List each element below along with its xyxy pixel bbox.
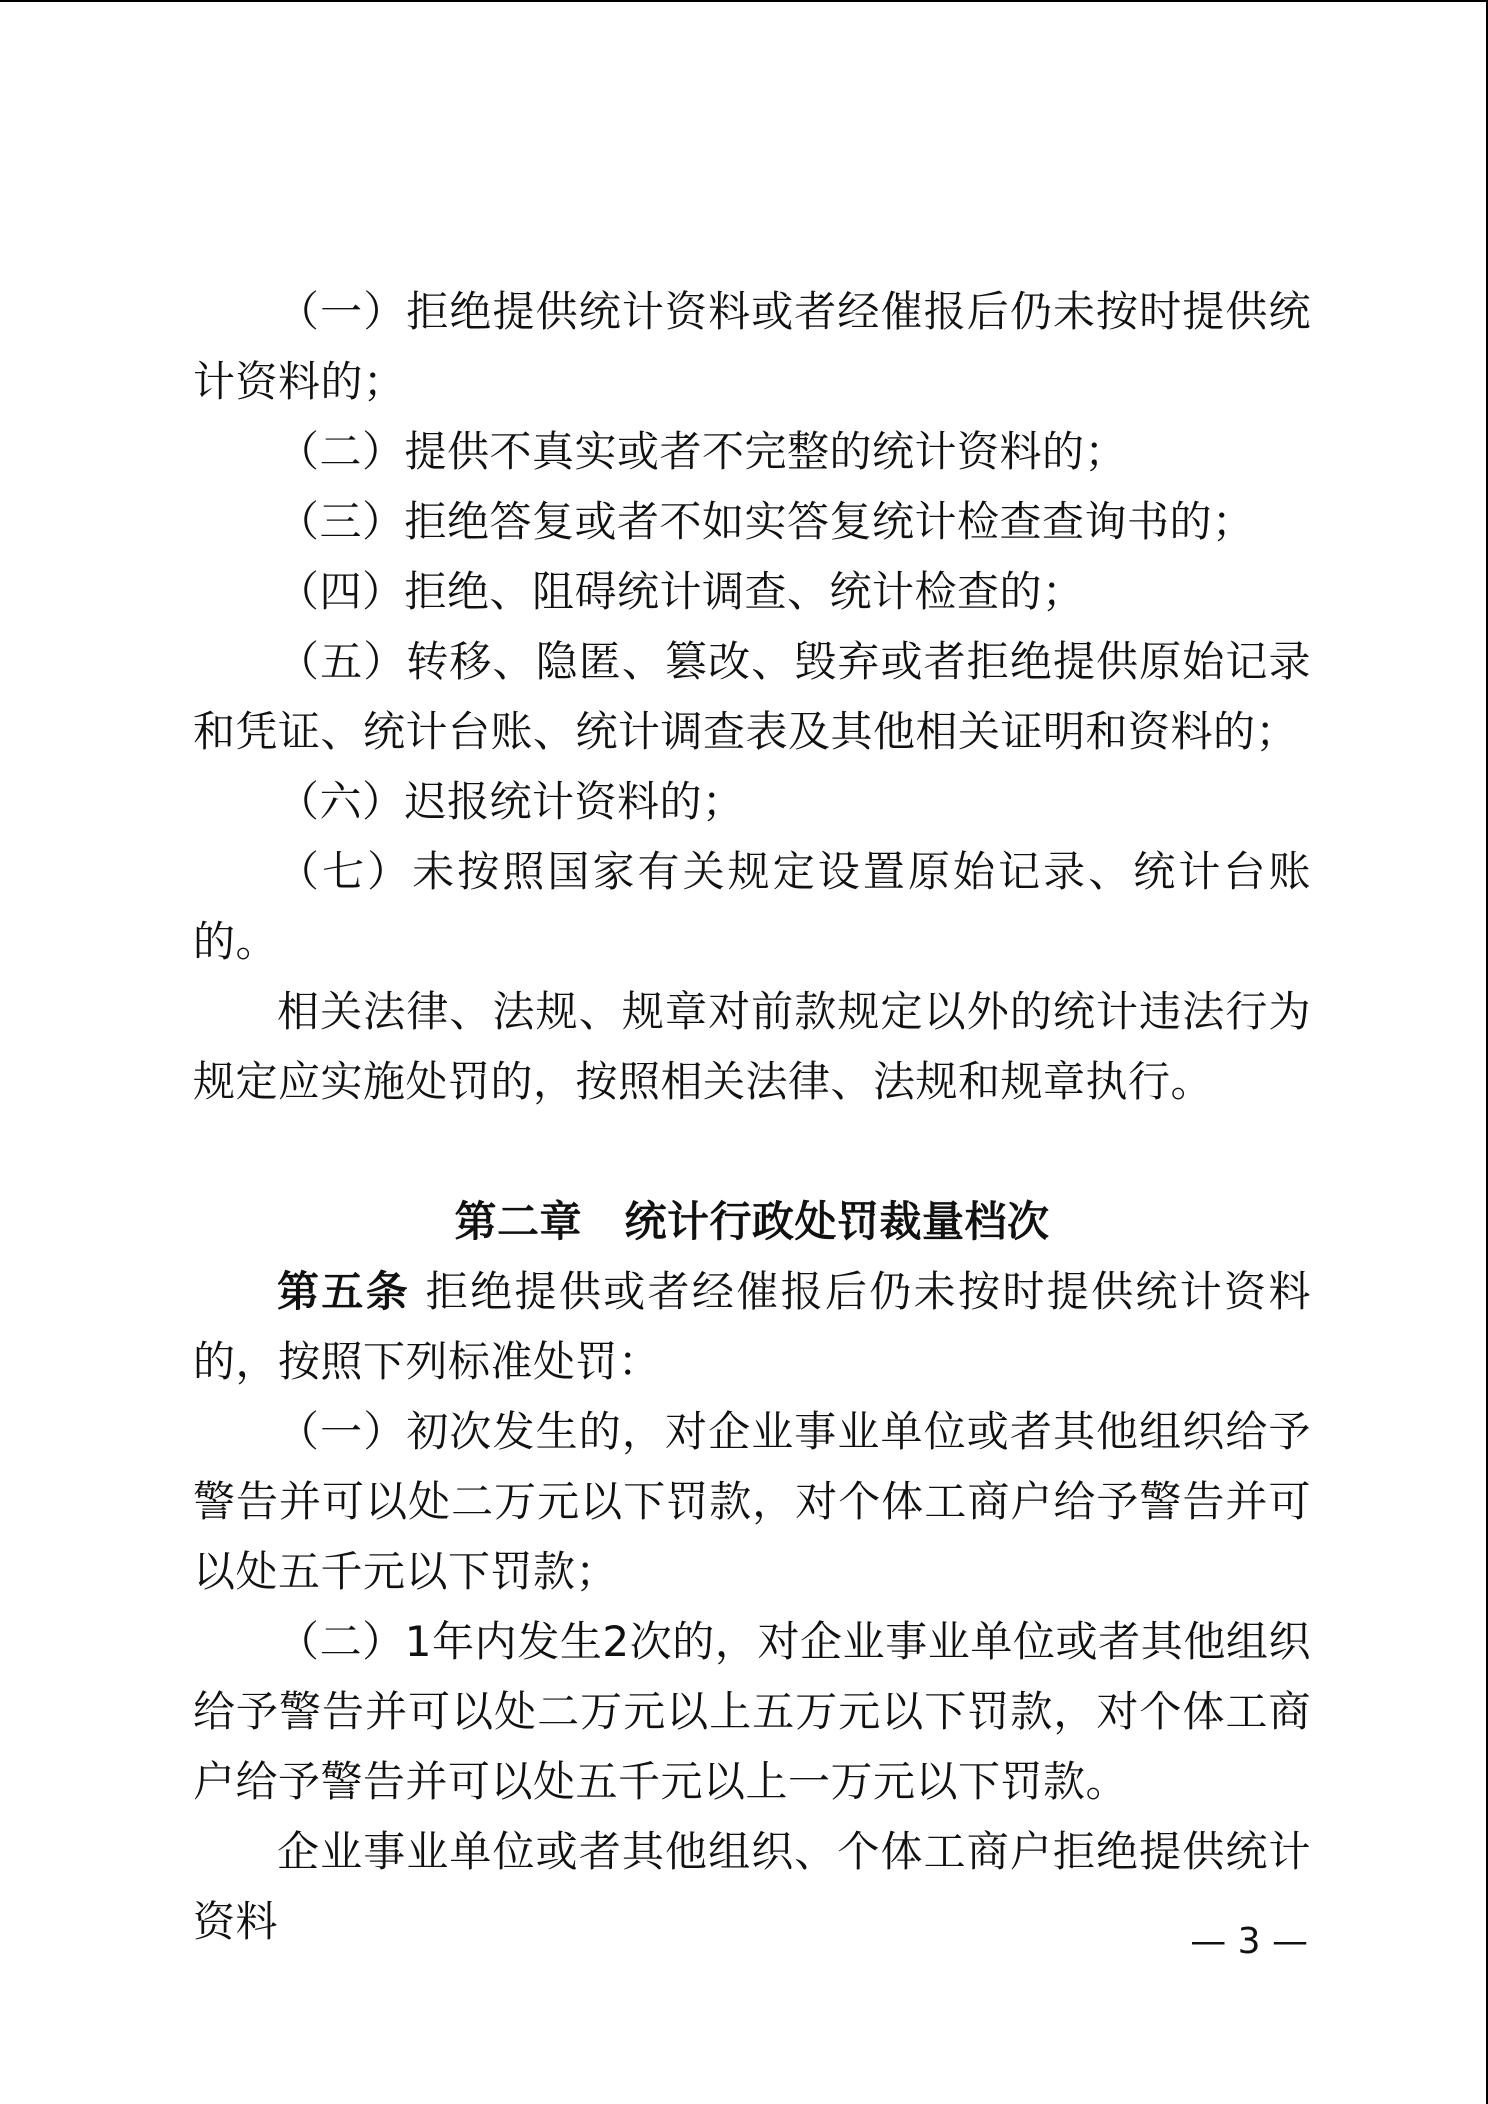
paragraph-item-3: （三）拒绝答复或者不如实答复统计检查查询书的； <box>277 497 1255 546</box>
paragraph-item-4: （四）拒绝、阻碍统计调查、统计检查的； <box>277 567 1085 616</box>
article-five-continuation: 企业事业单位或者其他组织、个体工商户拒绝提供统计资料 <box>193 1827 1311 1946</box>
article-five <box>193 1257 1311 1397</box>
page-number: — 3 — <box>1190 1921 1308 1962</box>
chapter-heading: 第二章 统计行政处罚裁量档次 <box>454 1197 1050 1246</box>
article-five-label: 第五条 <box>277 1267 411 1316</box>
document-body <box>193 277 1311 1957</box>
paragraph-item-5: （五）转移、隐匿、篡改、毁弃或者拒绝提供原始记录和凭证、统计台账、统计调查表及其他相关证明和资料的； <box>193 637 1311 756</box>
paragraph-item-1: （一）拒绝提供统计资料或者经催报后仍未按时提供统计资料的； <box>193 287 1311 406</box>
paragraph-item-6: （六）迟报统计资料的； <box>277 777 745 826</box>
article-five-item-1: （一）初次发生的，对企业事业单位或者其他组织给予警告并可以处二万元以下罚款，对个体工商户给予警告并可以处五千元以下罚款； <box>193 1407 1311 1596</box>
article-five-item-2: （二）1年内发生2次的，对企业事业单位或者其他组织给予警告并可以处二万元以上五万元以下罚款，对个体工商户给予警告并可以处五千元以上一万元以下罚款。 <box>193 1617 1311 1806</box>
paragraph-related-laws: 相关法律、法规、规章对前款规定以外的统计违法行为规定应实施处罚的，按照相关法律、法规和规章执行。 <box>193 987 1311 1106</box>
paragraph-item-7: （七）未按照国家有关规定设置原始记录、统计台账的。 <box>193 847 1311 966</box>
paragraph-item-2: （二）提供不真实或者不完整的统计资料的； <box>277 427 1128 476</box>
article-five-text: 拒绝提供或者经催报后仍未按时提供统计资料的，按照下列标准处罚： <box>193 1267 1311 1386</box>
